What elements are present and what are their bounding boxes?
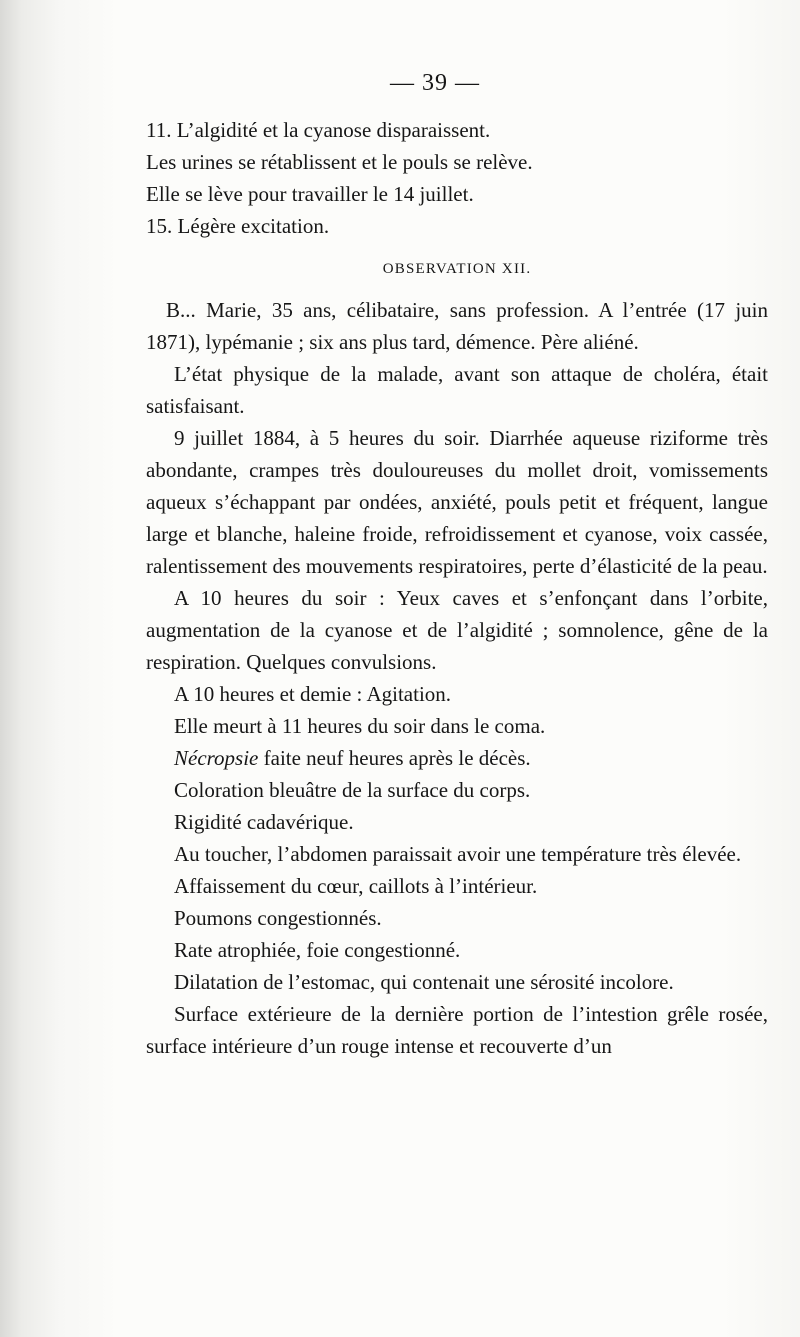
paragraph: Rigidité cadavérique. xyxy=(174,810,354,834)
necropsie-paragraph xyxy=(146,742,768,774)
page-number: — 39 — xyxy=(390,70,480,96)
paragraph: Elle meurt à 11 heures du soir dans le coma. xyxy=(174,714,546,738)
paragraph: Dilatation de l’estomac, qui contenait une sérosité incolore. xyxy=(174,970,674,994)
paragraph: L’état physique de la malade, avant son attaque de choléra, était satisfaisant. xyxy=(146,362,768,418)
paragraph: Elle se lève pour travailler le 14 juillet. xyxy=(146,182,474,206)
paragraph: Surface extérieure de la dernière portion de l’intestion grêle rosée, surface intérieure d’un rouge intense et recouverte d’un xyxy=(146,1002,768,1058)
necropsie-text: faite neuf heures après le décès. xyxy=(258,746,531,770)
paragraph: 9 juillet 1884, à 5 heures du soir. Diarrhée aqueuse riziforme très abondante, crampes très douloureuses du mollet droit, vomissements aqueux s’échappant par ondées, anxiété, pouls petit et fréquent, langue large et blanche, haleine froide, refroidissement et cyanose, voix cassée, ralentissement des mouvements respiratoires, perte d’élasticité de la peau. xyxy=(146,426,768,578)
page-body xyxy=(146,114,768,1062)
paragraph: Coloration bleuâtre de la surface du corps. xyxy=(174,778,531,802)
paragraph: Au toucher, l’abdomen paraissait avoir une température très élevée. xyxy=(174,842,742,866)
paragraph: Affaissement du cœur, caillots à l’intérieur. xyxy=(174,874,538,898)
paragraph: A 10 heures du soir : Yeux caves et s’enfonçant dans l’orbite, augmentation de la cyanose et de l’algidité ; somnolence, gêne de la respiration. Quelques convulsions. xyxy=(146,586,768,674)
paragraph: Rate atrophiée, foie congestionné. xyxy=(174,938,461,962)
paragraph: A 10 heures et demie : Agitation. xyxy=(174,682,452,706)
paragraph: B... Marie, 35 ans, célibataire, sans profession. A l’entrée (17 juin 1871), lypémanie ; six ans plus tard, démence. Père aliéné. xyxy=(146,298,768,354)
necropsie-label: Nécropsie xyxy=(174,746,259,770)
paragraph: 11. L’algidité et la cyanose disparaissent. xyxy=(146,118,491,142)
paragraph: Poumons congestionnés. xyxy=(174,906,382,930)
paragraph: Les urines se rétablissent et le pouls se relève. xyxy=(146,150,533,174)
paragraph: 15. Légère excitation. xyxy=(146,214,330,238)
observation-title: OBSERVATION XII. xyxy=(382,261,532,277)
